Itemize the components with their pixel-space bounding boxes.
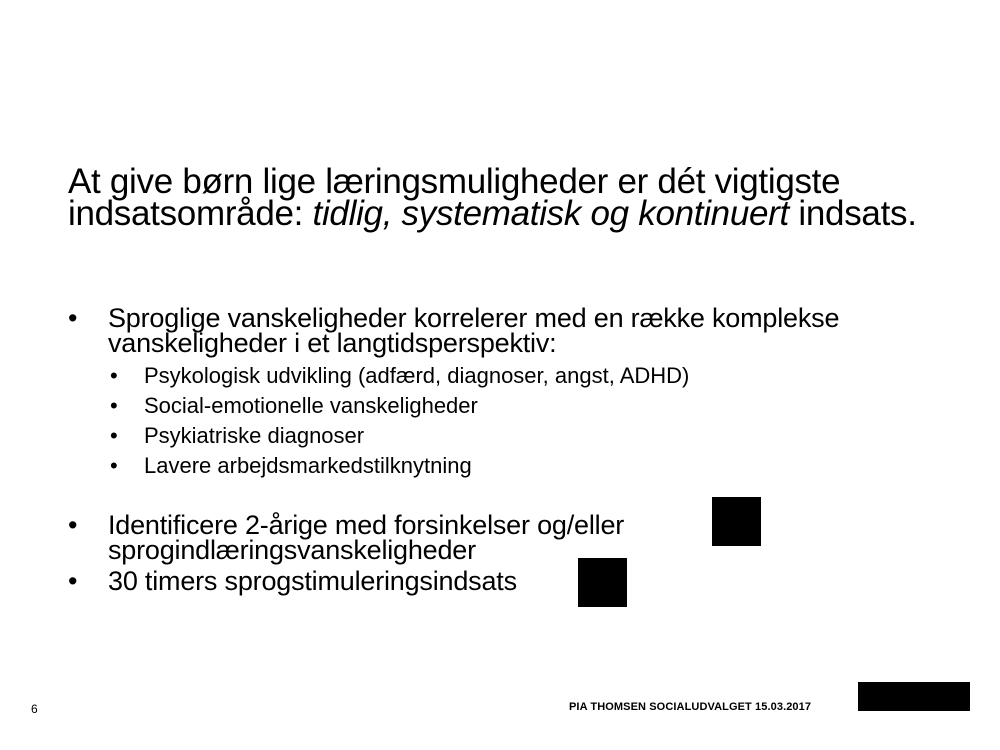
page-number: 6 xyxy=(31,702,38,716)
bullet-list xyxy=(68,303,948,596)
sub-bullet-item xyxy=(68,393,948,419)
bullet-icon: • xyxy=(68,303,78,333)
bullet-icon: • xyxy=(110,393,118,418)
bullet-icon: • xyxy=(110,453,118,478)
bullet-icon: • xyxy=(110,423,118,448)
title-text: At give børn lige læringsmuligheder er dét vigtigste indsatsområde: xyxy=(68,162,841,233)
bullet-item xyxy=(68,303,948,358)
bullet-text: Sproglige vanskeligheder korrelerer med en række komplekse vanskeligheder i et langtidsperspektiv: xyxy=(108,303,840,358)
sub-bullet-item xyxy=(68,423,948,449)
sub-bullet-item xyxy=(68,363,948,389)
title-text-end: indsats. xyxy=(788,194,917,233)
slide-title xyxy=(68,162,948,233)
redaction-box xyxy=(578,558,627,607)
sub-bullet-text: Psykiatriske diagnoser xyxy=(144,423,365,448)
bullet-icon: • xyxy=(68,566,78,596)
sub-bullet-text: Psykologisk udvikling (adfærd, diagnoser, angst, ADHD) xyxy=(144,363,690,388)
redaction-box xyxy=(712,497,761,546)
sub-bullet-text: Lavere arbejdsmarkedstilknytning xyxy=(144,453,472,478)
title-italic-text: tidlig, systematisk og kontinuert xyxy=(312,194,789,233)
footer-text: PIA THOMSEN SOCIALUDVALGET 15.03.2017 xyxy=(569,701,812,713)
sub-bullet-text: Social-emotionelle vanskeligheder xyxy=(144,393,478,418)
bullet-text: Identificere 2-årige med forsinkelser og/eller sprogindlæringsvanskeligheder xyxy=(108,510,625,565)
sub-bullet-item xyxy=(68,453,948,479)
bullet-item xyxy=(68,566,948,596)
logo-box xyxy=(858,682,970,711)
bullet-text: 30 timers sprogstimuleringsindsats xyxy=(108,566,517,596)
bullet-item xyxy=(68,510,728,565)
bullet-icon: • xyxy=(68,510,78,540)
bullet-icon: • xyxy=(110,363,118,388)
